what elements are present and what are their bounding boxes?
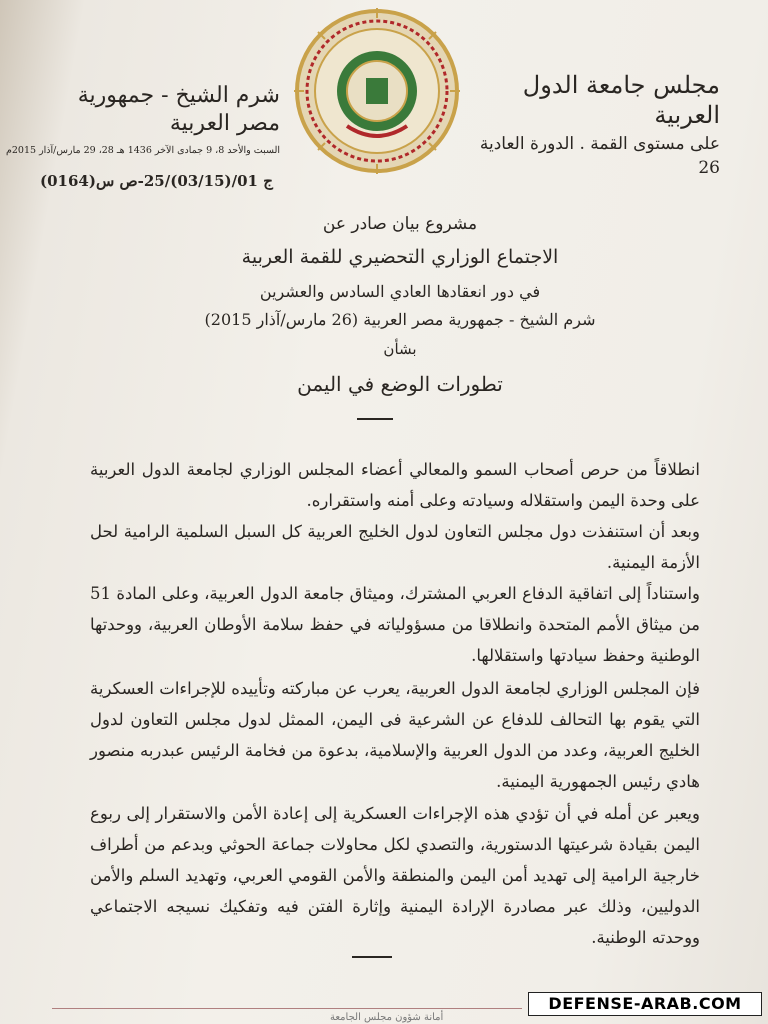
site-watermark: DEFENSE-ARAB.COM — [528, 992, 762, 1016]
reference-number: ج 01/(03/15)/25-ص س(0164) — [40, 172, 273, 190]
title-line-3: في دور انعقادها العادي السادس والعشرين — [259, 282, 541, 301]
session-subtitle: على مستوى القمة . الدورة العادية 26 — [479, 134, 720, 178]
divider-bottom — [352, 956, 392, 958]
paragraph-4: فإن المجلس الوزاري لجامعة الدول العربية، يعرب عن مباركته وتأييده للإجراءات العسكرية التي يقوم بها التحالف للدفاع عن الشرعية فى اليمن، الممثل لدول مجلس التعاون لدول الخليج العربية، وعدد من الدول العربية والإسلامية، بدعوة من فخامة الرئيس عبدربه منصور هادي رئيس الجمهورية اليمنية. — [90, 679, 700, 791]
header-location — [5, 82, 280, 158]
statement-subject: تطورات الوضع في اليمن — [297, 372, 503, 396]
paragraph-2: وبعد أن استنفذت دول مجلس التعاون لدول الخليج العربية كل السبل السلمية الرامية لحل الأزمة اليمنية. — [90, 522, 700, 572]
paragraph-3: واستناداً إلى اتفاقية الدفاع العربي المشترك، وميثاق جامعة الدول العربية، وعلى المادة 51 من ميثاق الأمم المتحدة وانطلاقا من مسؤولياته في حفظ سلامة الأوطان العربية، ووحدتها الوطنية وحفظ سيادتها واستقلالها. — [90, 584, 700, 665]
paragraph-5: ويعبر عن أمله في أن تؤدي هذه الإجراءات العسكرية إلى إعادة الأمن والاستقرار إلى ربوع اليمن بقيادة شرعيتها الدستورية، والتصدي لكل محاولات جماعة الحوثي وبدعم من أطراف خارجية الرامية إلى تهديد أمن اليمن والمنطقة والأمن القومي العربي، وتهديد السلم والأمن الدوليين، وذلك عبر مصادرة الإرادة اليمنية وإثارة الفتن فيه وتفكيك نسيجه الاجتماعي ووحدته الوطنية. — [90, 804, 700, 947]
footer-text: أمانة شؤون مجلس الجامعة — [330, 1012, 444, 1023]
session-dates: السبت والأحد 8، 9 جمادى الآخر 1436 هـ 28، 29 مارس/آذار 2015م — [5, 145, 280, 156]
title-line-2: الاجتماع الوزاري التحضيري للقمة العربية — [241, 246, 559, 268]
divider-top — [357, 418, 393, 420]
location-title: شرم الشيخ - جمهورية مصر العربية — [77, 83, 280, 136]
title-line-5: بشأن — [383, 340, 417, 358]
title-line-4: شرم الشيخ - جمهورية مصر العربية (26 مارس/آذار 2015) — [204, 310, 596, 329]
paragraph-1: انطلاقاً من حرص أصحاب السمو والمعالي أعضاء المجلس الوزاري لجامعة الدول العربية على وحدة اليمن واستقلاله وسيادته وعلى أمنه واستقراره. — [90, 460, 700, 510]
title-line-1: مشروع بيان صادر عن — [322, 214, 478, 234]
footer-rule — [52, 1008, 522, 1009]
council-title: مجلس جامعة الدول العربية — [522, 71, 720, 129]
header-council-name — [460, 70, 720, 180]
arab-league-summit-seal — [292, 6, 462, 176]
